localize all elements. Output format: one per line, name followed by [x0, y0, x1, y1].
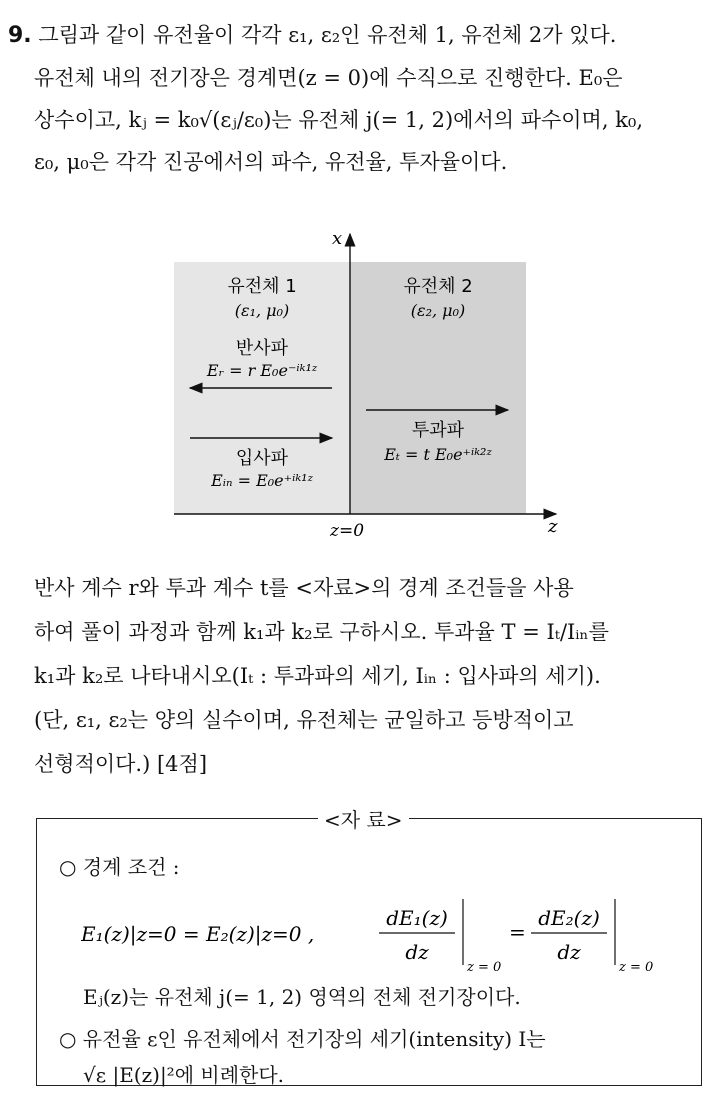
question-line-5: 선형적이다.) [4점] — [34, 752, 208, 776]
medium2-params: (ε₂, μ₀) — [410, 301, 466, 320]
eq-rhs-sub: z = 0 — [619, 960, 654, 975]
medium2-region — [350, 262, 526, 514]
question-line-3: k₁과 k₂로 나타내시오(Iₜ : 투과파의 세기, Iᵢₙ : 입사파의 세기). — [34, 664, 601, 688]
incident-formula: Eᵢₙ = E₀e⁺ⁱᵏ¹ᶻ — [211, 471, 313, 490]
intro-line-4: ε₀, μ₀은 각각 진공에서의 파수, 유전율, 투자율이다. — [34, 150, 508, 174]
reflected-label: 반사파 — [235, 338, 289, 359]
problem-intro — [8, 14, 698, 183]
eq-equals: = — [509, 920, 526, 944]
eq-rhs-denominator: dz — [557, 940, 581, 964]
question-line-1: 반사 계수 r와 투과 계수 t를 <자료>의 경계 조건들을 사용 — [34, 576, 574, 600]
intro-line-1: 9. 그림과 같이 유전율이 각각 ε₁, ε₂인 유전체 1, 유전체 2가 있다. — [8, 23, 617, 48]
medium1-params: (ε₁, μ₀) — [234, 301, 290, 320]
boundary-equations — [81, 891, 691, 977]
eq-lhs-sub: z = 0 — [467, 960, 502, 975]
boundary-condition-heading: ○ 경계 조건 : — [59, 855, 180, 879]
medium2-name: 유전체 2 — [403, 276, 473, 297]
intro-line-3: 상수이고, kⱼ = k₀√(εⱼ/ε₀)는 유전체 j(= 1, 2)에서의 파수이며, k₀, — [34, 108, 644, 132]
origin-label: z=0 — [330, 521, 365, 541]
field-definition: Eⱼ(z)는 유전체 j(= 1, 2) 영역의 전체 전기장이다. — [83, 985, 521, 1009]
reference-title: <자 료> — [318, 804, 409, 833]
medium1-name: 유전체 1 — [227, 276, 297, 297]
reflected-formula: Eᵣ = r E₀e⁻ⁱᵏ¹ᶻ — [206, 361, 318, 380]
incident-label: 입사파 — [235, 448, 289, 469]
question-text — [8, 566, 698, 786]
intensity-statement-cont: √ε |E(z)|²에 비례한다. — [83, 1063, 285, 1087]
question-line-2: 하여 풀이 과정과 함께 k₁과 k₂로 구하시오. 투과율 T = Iₜ/Iᵢₙ를 — [34, 620, 609, 644]
z-axis-label: z — [548, 516, 558, 537]
x-axis-label: x — [332, 228, 343, 249]
transmitted-formula: Eₜ = t E₀e⁺ⁱᵏ²ᶻ — [384, 445, 492, 464]
eq-lhs-numerator: dE₁(z) — [386, 906, 448, 930]
reference-box — [36, 818, 702, 1086]
transmitted-label: 투과파 — [411, 420, 465, 441]
eq-continuity: E₁(z)|z=0 = E₂(z)|z=0 , — [81, 922, 315, 946]
intro-line-2: 유전체 내의 전기장은 경계면(z = 0)에 수직으로 진행한다. E₀은 — [34, 66, 623, 90]
eq-lhs-denominator: dz — [405, 940, 429, 964]
problem-number: 9. — [8, 23, 32, 48]
dielectric-diagram — [168, 224, 568, 544]
eq-rhs-numerator: dE₂(z) — [538, 906, 600, 930]
question-line-4: (단, ε₁, ε₂는 양의 실수이며, 유전체는 균일하고 등방적이고 — [34, 708, 574, 732]
intensity-statement: ○ 유전율 ε인 유전체에서 전기장의 세기(intensity) I는 — [59, 1027, 546, 1051]
